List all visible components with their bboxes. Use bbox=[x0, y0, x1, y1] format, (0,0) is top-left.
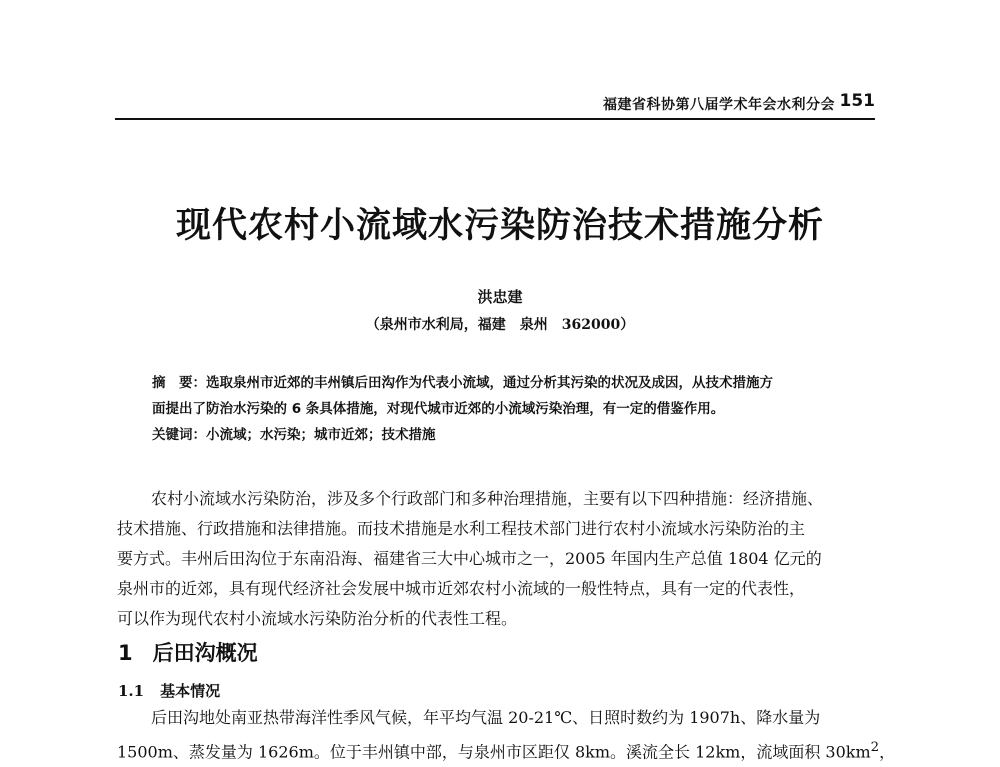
page-number: 151 bbox=[839, 91, 875, 111]
superscript-2: 2 bbox=[870, 740, 880, 755]
abstract-line: 面提出了防治水污染的 6 条具体措施，对现代城市近郊的小流域污染治理，有一定的借鉴作用。 bbox=[152, 401, 725, 417]
abstract-block bbox=[152, 370, 862, 448]
paragraph-line: 技术措施、行政措施和法律措施。而技术措施是水利工程技术部门进行农村小流域水污染防治的主 bbox=[117, 519, 806, 538]
paragraph-line bbox=[117, 733, 896, 767]
section-title: 后田沟概况 bbox=[152, 641, 258, 665]
paragraph-line: 要方式。丰州后田沟位于东南沿海、福建省三大中心城市之一，2005 年国内生产总值 1804 亿元的 bbox=[117, 549, 822, 568]
basic-info-paragraph bbox=[117, 703, 896, 767]
abstract-line: 摘 要：选取泉州市近郊的丰州镇后田沟作为代表小流域，通过分析其污染的状况及成因，从技术措施方 bbox=[152, 375, 773, 391]
intro-paragraph bbox=[117, 484, 887, 634]
subsection-heading bbox=[118, 680, 220, 701]
paragraph-line: 后田沟地处南亚热带海洋性季风气候，年平均气温 20-21℃、日照时数约为 1907h、降水量为 bbox=[151, 708, 821, 727]
subsection-title: 基本情况 bbox=[160, 682, 221, 700]
keywords-line: 关键词：小流域；水污染；城市近郊；技术措施 bbox=[152, 427, 436, 443]
paragraph-line-text: 1500m、蒸发量为 1626m。位于丰州镇中部，与泉州市区距仅 8km。溪流全长 12km，流域面积 30km bbox=[117, 742, 871, 762]
paragraph-line: 可以作为现代农村小流域水污染防治分析的代表性工程。 bbox=[117, 609, 518, 628]
trailing-comma: ， bbox=[879, 742, 896, 762]
subsection-number: 1.1 bbox=[118, 682, 145, 700]
paper-title: 现代农村小流域水污染防治技术措施分析 bbox=[175, 205, 824, 246]
running-header bbox=[115, 92, 875, 120]
section-number: 1 bbox=[118, 641, 133, 665]
section-heading bbox=[118, 637, 258, 667]
paragraph-line: 农村小流域水污染防治，涉及多个行政部门和多种治理措施，主要有以下四种措施：经济措施、 bbox=[151, 489, 824, 508]
paragraph-line: 泉州市的近郊，具有现代经济社会发展中城市近郊农村小流域的一般性特点，具有一定的代表性， bbox=[117, 579, 806, 598]
journal-name: 福建省科协第八届学术年会水利分会 bbox=[603, 97, 835, 113]
author-affiliation: （泉州市水利局，福建 泉州 362000） bbox=[365, 317, 635, 333]
author-name: 洪忠建 bbox=[477, 288, 523, 306]
